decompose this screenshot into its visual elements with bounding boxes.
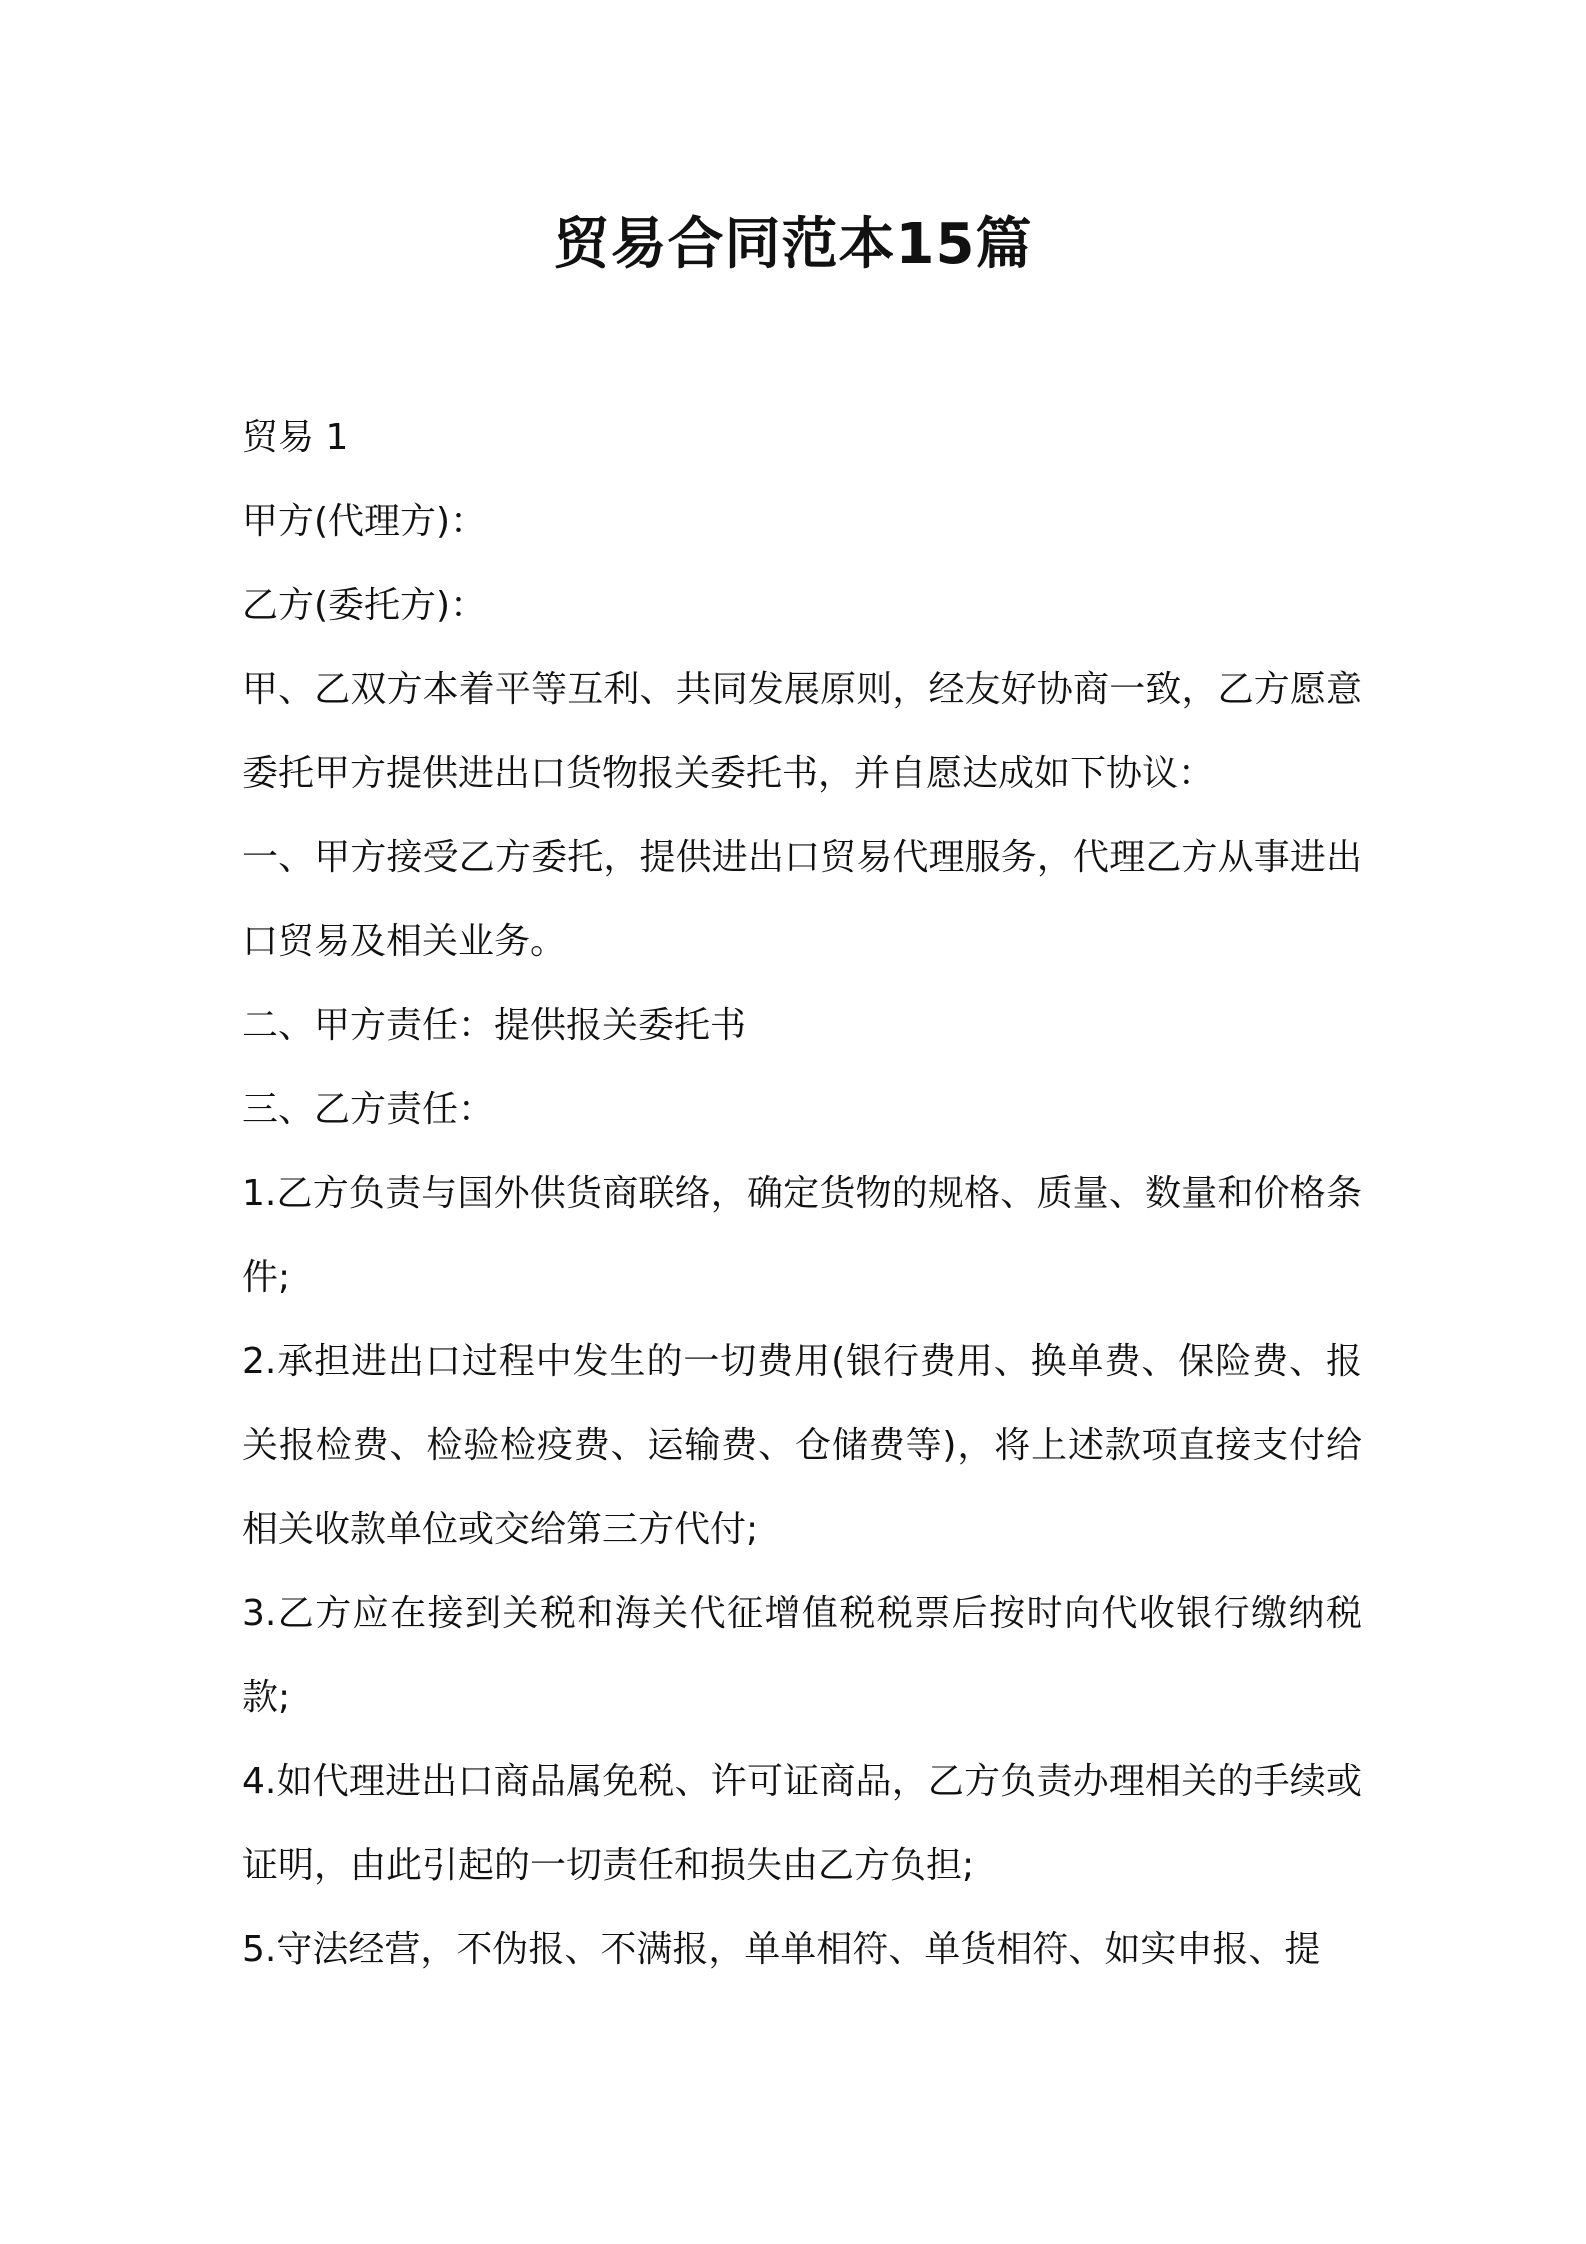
list-item: 3.乙方应在接到关税和海关代征增值税税票后按时向代收银行缴纳税款; (242, 1593, 1362, 1718)
clause-two: 二、甲方责任：提供报关委托书 (242, 1005, 747, 1046)
list-item: 5.守法经营，不伪报、不满报，单单相符、单货相符、如实申报、提 (242, 1929, 1321, 1970)
section-heading: 贸易 1 (242, 417, 349, 458)
list-item: 4.如代理进出口商品属免税、许可证商品，乙方负责办理相关的手续或证明，由此引起的一切责任和损失由乙方负担; (242, 1761, 1362, 1886)
party-a-line: 甲方(代理方)： (242, 501, 487, 542)
list-item: 2.承担进出口过程中发生的一切费用(银行费用、换单费、保险费、报关报检费、检验检疫费、运输费、仓储费等)，将上述款项直接支付给相关收款单位或交给第三方代付; (242, 1341, 1362, 1550)
list-item: 1.乙方负责与国外供货商联络，确定货物的规格、质量、数量和价格条件; (242, 1173, 1362, 1298)
preamble-paragraph: 甲、乙双方本着平等互利、共同发展原则，经友好协商一致，乙方愿意委托甲方提供进出口货物报关委托书，并自愿达成如下协议： (242, 669, 1362, 794)
document-title: 贸易合同范本15篇 (553, 212, 1033, 277)
party-b-line: 乙方(委托方)： (242, 585, 487, 626)
clause-three: 三、乙方责任： (242, 1089, 495, 1130)
clause-one: 一、甲方接受乙方委托，提供进出口贸易代理服务，代理乙方从事进出口贸易及相关业务。 (242, 837, 1362, 962)
document-body (242, 396, 1362, 1992)
